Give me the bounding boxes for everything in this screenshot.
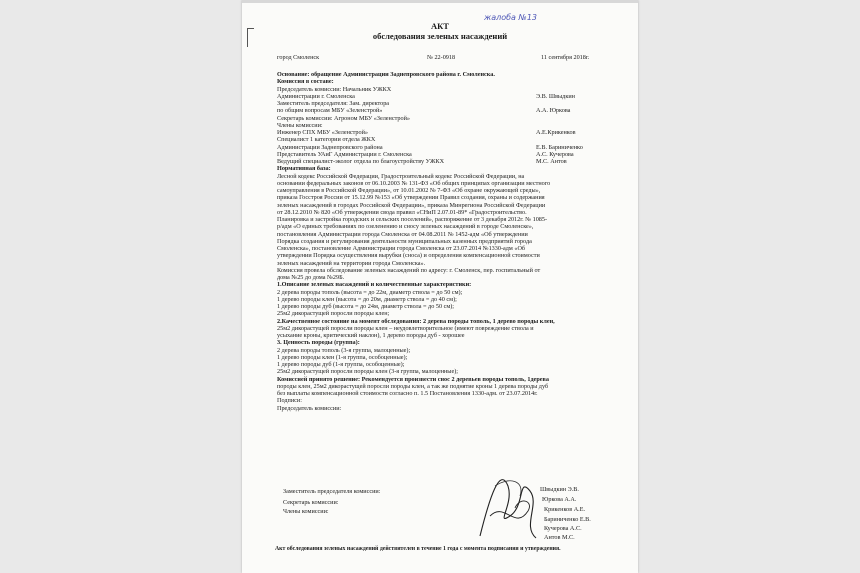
act-line: Планировка и застройка городских и сельских поселений», распоряжение от 3 декабря 2012г. № 1085- xyxy=(277,216,548,223)
act-line: р/адм «О единых требованиях по озеленению и сносу зеленых насаждений в городе Смоленске», xyxy=(277,223,534,231)
signature-name: Кучерова А.С. xyxy=(544,525,582,532)
act-line: 25м2 дикорастущей поросли породы клен (3-я группа, малоценные); xyxy=(277,368,458,376)
page-edge xyxy=(242,0,638,3)
signature-name: Юркова А.А. xyxy=(542,496,577,503)
commission-member-name: А.С. Кучерова xyxy=(536,150,574,158)
act-line: Председатель комиссии: xyxy=(277,404,342,412)
signature-name: Бариниченко Е.В. xyxy=(544,516,591,523)
act-line: Администрации Заднепровского района xyxy=(277,143,383,151)
act-date: 11 сентября 2018г. xyxy=(541,54,590,61)
act-line: Заместитель председателя: Зам. директора xyxy=(277,100,390,107)
act-line: Представитель УАиГ Администрации г. Смоленска xyxy=(277,150,412,158)
act-line: зеленых насаждений в городах Российской Федерации», приказа Минрегиона Российской Федерации xyxy=(277,201,546,209)
act-line: Лесной кодекс Российской Федерации, Градостроительный кодекс Российской Федерации, на xyxy=(277,172,525,180)
commission-member-name: А.А. Юркова xyxy=(536,107,571,115)
act-line: Основание: обращение Администрации Заднепровского района г. Смоленска. xyxy=(277,71,495,78)
act-line: 25м2 дикорастущей поросли породы клен; xyxy=(277,310,390,318)
document-subtitle: обследования зеленых насаждений xyxy=(372,31,508,41)
act-line: 1.Описание зеленых насаждений и количественные характеристики: xyxy=(277,281,472,289)
act-line: по общим вопросам МБУ «Зеленстрой» xyxy=(277,107,383,115)
footer-note: Акт обследования зеленых насаждений действителен в течение 1 года с момента подписания и утверждения. xyxy=(275,546,561,552)
act-line: породы клен, 25м2 дикорастущей поросли породы клен, а так же поднятие кроны 1 дерева породы дуб xyxy=(277,382,549,390)
act-line: Инженер СПХ МБУ «Зеленстрой» xyxy=(277,129,368,136)
act-line: 2.Качественное состояние на момент обследования: 2 дерева породы тополь, 1 дерево породы клен, xyxy=(277,317,555,325)
commission-member-name: А.Е.Крикенков xyxy=(536,129,576,136)
act-line: Администрации г. Смоленска xyxy=(277,92,355,100)
act-line: усыхание кроны, критический наклон), 1 дерево породы дуб - хорошее xyxy=(277,332,465,339)
act-line: приказа Госстроя России от 15.12.99 №153 «Об утверждении Правил создания, охраны и содержания xyxy=(277,194,545,202)
act-line: самоуправления в Российской Федерации», от 10.01.2002 № 7-ФЗ «Об охране окружающей среды», xyxy=(277,187,541,194)
act-line: Комиссия провела обследование зеленых насаждений по адресу: г. Смоленск, пер. госпитальный от xyxy=(277,266,541,274)
signature-name: Швыдкин Э.В. xyxy=(540,486,579,493)
act-line: зеленых насаждений на территории города Смоленска». xyxy=(277,259,426,267)
act-line: основании федеральных законов от 06.10.2003 № 131-ФЗ «Об общих принципах организации местного xyxy=(277,179,551,187)
act-number: № 22-0918 xyxy=(427,54,456,61)
act-line: 1 дерево породы дуб (1-я группа, особоценные); xyxy=(277,361,405,368)
act-line: Нормативная база: xyxy=(277,165,331,173)
act-line: Комиссией принято решение: Рекомендуется произвести снос 2 деревьев породы тополь, 1дерева xyxy=(277,375,549,383)
signature-name: Крикенков А.Е. xyxy=(544,506,586,513)
handwritten-note: жалоба №13 xyxy=(484,13,537,22)
act-line: Подписи: xyxy=(277,397,302,405)
act-line: Секретарь комиссии: Агроном МБУ «Зеленстрой» xyxy=(277,114,410,122)
act-line: 25м2 дикорастущей поросли породы клен – неудовлетворительное (имеют повреждение ствола и xyxy=(277,324,534,332)
document-title: АКТ xyxy=(431,21,449,31)
act-line: 2 дерева породы тополь (3-я группа, малоценные); xyxy=(277,346,411,354)
act-line: 1 дерево породы дуб (высота = до 24м, диаметр ствола = до 50 см); xyxy=(277,303,455,310)
signature-role: Секретарь комиссии: xyxy=(283,499,339,506)
signature-name: Антов М.С. xyxy=(544,534,575,541)
act-line: Специалист 1 категории отдела ЖКХ xyxy=(277,136,376,144)
signature-role: Члены комиссии: xyxy=(283,508,329,515)
signature-role: Заместитель председателя комиссии: xyxy=(283,488,381,495)
act-line: постановления Администрации города Смоленска от 04.08.2011 № 1452-адм «Об утверждении xyxy=(277,230,528,238)
act-line: Председатель комиссии: Начальник УЖКХ xyxy=(277,85,392,93)
act-line: Ведущий специалист-эколог отдела по благоустройству УЖКХ xyxy=(277,158,445,165)
act-line: от 28.12.2010 № 820 «Об утверждении свода правил «СНиП 2.07.01-89* «Градостроительство. xyxy=(277,208,527,216)
act-line: 2 дерева породы тополь (высота = до 22м, диаметр ствола = до 50 см); xyxy=(277,288,463,296)
act-line: Члены комиссии: xyxy=(277,121,323,129)
commission-member-name: Е.В. Бариниченко xyxy=(536,143,583,151)
act-line: 1 дерево породы клен (высота = до 20м, диаметр ствола = до 40 см); xyxy=(277,295,457,303)
act-line: без выплаты компенсационной стоимости согласно п. 1.5 Постановления 1330-адм. от 23.07.2014г. xyxy=(277,390,538,397)
act-line: Порядка создания и регулирования деятельности муниципальных казенных предприятий города xyxy=(277,237,532,245)
act-line: дома №25 до дома №29Б. xyxy=(277,274,345,281)
commission-member-name: Э.В. Швыдкин xyxy=(536,92,575,100)
act-line: Комиссия в составе: xyxy=(277,78,334,86)
act-line: 1 дерево породы клен (1-я группа, особоценные); xyxy=(277,353,408,361)
act-line: утверждении Порядка осуществления вырубки (сноса) и определения компенсационной стоимости xyxy=(277,252,540,260)
act-line: 3. Ценность породы (группа): xyxy=(277,339,360,347)
commission-member-name: М.С. Антов xyxy=(536,158,567,165)
city: город Смоленск xyxy=(277,54,320,61)
signature-scribble xyxy=(470,456,550,546)
act-line: Смоленска», постановление Администрации города Смоленска от 23.07.2014 №1330-адм «Об xyxy=(277,245,526,252)
